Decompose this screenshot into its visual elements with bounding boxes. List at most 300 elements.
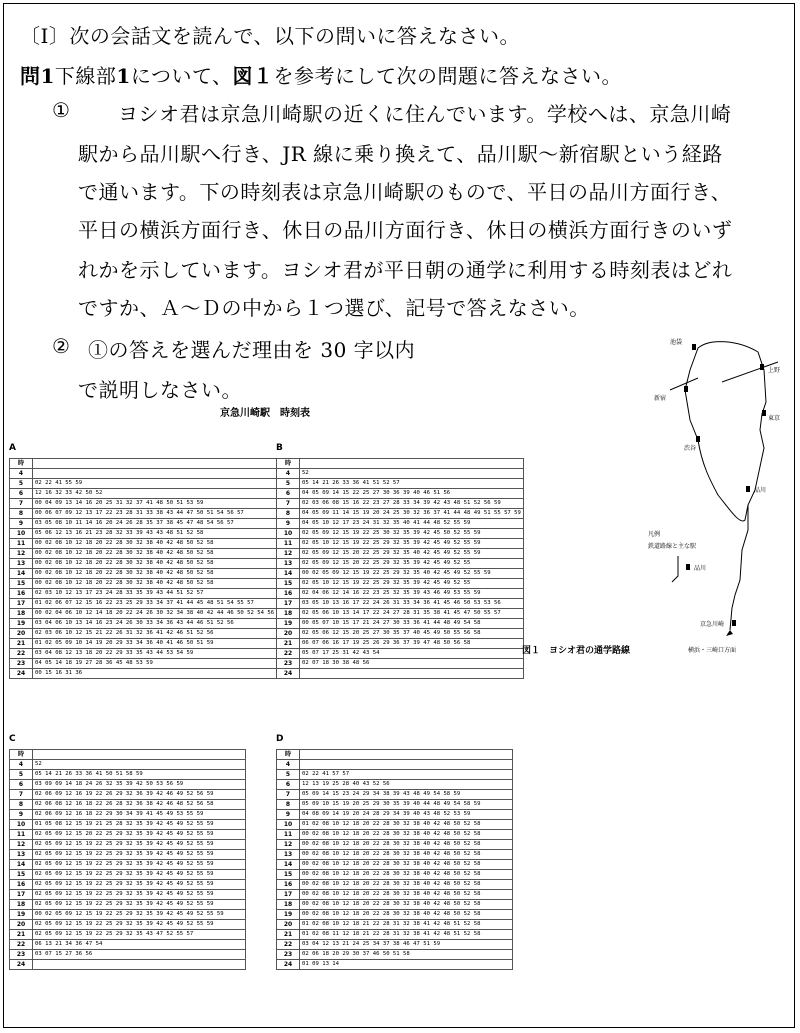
minutes-cell: 02 06 08 12 16 18 22 26 28 32 36 38 42 46 48 52 56 58 — [33, 800, 246, 810]
hour-cell: 20 — [277, 920, 300, 930]
minutes-cell: 02 07 18 30 38 48 56 — [300, 659, 524, 669]
table-row — [277, 519, 524, 529]
table-row — [10, 649, 277, 659]
minutes-cell: 02 05 09 12 15 20 22 25 29 32 35 39 42 45 49 52 55 59 — [33, 830, 246, 840]
table-row — [277, 669, 524, 679]
hour-cell: 17 — [277, 599, 300, 609]
hour-cell: 13 — [10, 850, 33, 860]
table-row — [10, 960, 246, 970]
hour-cell: 14 — [10, 860, 33, 870]
minutes-cell: 02 03 06 10 12 15 21 22 26 31 32 36 41 42 46 51 52 56 — [33, 629, 277, 639]
minutes-cell: 02 05 09 12 15 20 22 25 29 32 35 39 42 45 49 52 55 — [300, 559, 524, 569]
timetable-b — [276, 458, 524, 679]
hour-cell: 12 — [10, 549, 33, 559]
minutes-cell: 00 02 08 10 12 18 20 22 28 30 32 38 40 42 48 50 52 58 — [300, 850, 513, 860]
minutes-cell: 04 05 10 12 17 23 24 31 32 35 40 41 44 48 52 55 59 — [300, 519, 524, 529]
hour-cell: 22 — [10, 940, 33, 950]
table-row — [10, 910, 246, 920]
question-text-1: 下線部 — [54, 64, 117, 88]
table-row — [10, 830, 246, 840]
hour-cell: 6 — [10, 780, 33, 790]
minutes-cell: 00 02 08 10 12 18 20 22 28 30 32 38 40 42 48 50 52 58 — [300, 870, 513, 880]
subquestion-1-mark: ① — [52, 98, 71, 122]
table-row — [277, 469, 524, 479]
station-mark — [692, 344, 696, 350]
hour-cell: 20 — [10, 629, 33, 639]
legend-line — [672, 556, 678, 582]
hour-cell: 14 — [10, 569, 33, 579]
minutes-cell: 01 02 08 11 12 18 21 22 28 31 32 38 41 42 48 51 52 58 — [300, 930, 513, 940]
table-row — [10, 930, 246, 940]
question-1 — [20, 60, 622, 89]
minutes-cell: 00 02 08 10 12 18 20 22 28 30 32 38 40 42 48 50 52 58 — [33, 579, 277, 589]
table-row — [277, 810, 513, 820]
hour-cell: 6 — [277, 780, 300, 790]
minutes-cell: 05 09 10 15 19 20 25 29 30 35 39 40 44 48 49 54 58 59 — [300, 800, 513, 810]
table-header-row — [277, 459, 524, 469]
minutes-cell: 00 02 08 10 12 18 20 22 28 30 32 38 40 42 48 50 52 58 — [300, 900, 513, 910]
hour-cell: 9 — [277, 810, 300, 820]
minutes-cell: 02 22 41 57 57 — [300, 770, 513, 780]
hour-cell: 16 — [10, 880, 33, 890]
table-row — [277, 840, 513, 850]
table-row — [277, 820, 513, 830]
minutes-cell: 06 07 06 16 17 19 25 26 29 36 37 39 47 48 50 56 58 — [300, 639, 524, 649]
hour-cell: 17 — [277, 890, 300, 900]
hour-cell: 20 — [277, 629, 300, 639]
hour-cell: 10 — [10, 529, 33, 539]
table-row — [277, 850, 513, 860]
hour-cell: 6 — [10, 489, 33, 499]
hour-cell: 13 — [277, 559, 300, 569]
table-row — [277, 910, 513, 920]
table-row — [277, 920, 513, 930]
station-mark — [696, 436, 700, 442]
hour-cell: 22 — [10, 649, 33, 659]
table-label-a: A — [9, 443, 16, 453]
minutes-cell: 02 05 09 12 15 20 22 25 29 32 35 40 42 45 49 52 55 59 — [300, 549, 524, 559]
hour-cell: 5 — [277, 770, 300, 780]
table-row — [10, 850, 246, 860]
table-row — [277, 559, 524, 569]
minutes-cell: 00 02 08 10 12 18 20 22 28 30 32 38 40 42 48 50 52 58 — [300, 890, 513, 900]
station-label-shibuya: 渋谷 — [684, 445, 697, 452]
question-label: 問1 — [20, 64, 55, 88]
subquestion-2-mark: ② — [52, 334, 71, 358]
hour-header: 時 — [277, 459, 300, 469]
table-row — [277, 900, 513, 910]
timetable-d — [276, 749, 513, 970]
hour-cell: 20 — [10, 920, 33, 930]
hour-cell: 9 — [10, 519, 33, 529]
minutes-cell: 02 05 10 12 15 19 22 25 29 32 35 39 42 45 49 52 55 59 — [300, 539, 524, 549]
minutes-header — [33, 750, 246, 760]
hour-cell: 4 — [10, 469, 33, 479]
hour-cell: 23 — [277, 950, 300, 960]
table-row — [277, 659, 524, 669]
minutes-cell: 02 05 09 12 15 19 22 25 29 32 35 43 47 52 55 57 — [33, 930, 246, 940]
minutes-cell: 00 15 16 31 36 — [33, 669, 277, 679]
table-row — [10, 499, 277, 509]
hour-cell: 11 — [10, 539, 33, 549]
table-row — [10, 529, 277, 539]
hour-cell: 24 — [277, 669, 300, 679]
table-row — [10, 760, 246, 770]
hour-cell: 8 — [10, 509, 33, 519]
minutes-cell: 00 06 07 09 12 13 17 22 23 28 31 33 38 43 44 47 50 51 54 56 57 — [33, 509, 277, 519]
minutes-cell: 02 05 09 12 15 19 22 25 29 32 35 39 42 45 49 52 55 59 — [33, 900, 246, 910]
station-mark — [762, 410, 766, 416]
table-row — [10, 840, 246, 850]
minutes-cell: 02 22 41 55 59 — [33, 479, 277, 489]
hour-cell: 19 — [277, 619, 300, 629]
minutes-cell: 01 02 06 07 12 15 16 22 23 25 29 33 34 37 41 44 45 48 51 54 55 57 — [33, 599, 277, 609]
hour-cell: 8 — [10, 800, 33, 810]
table-row — [277, 790, 513, 800]
table-row — [10, 589, 277, 599]
section-heading: 〔Ⅰ〕次の会話文を読んで、以下の問いに答えなさい。 — [20, 24, 521, 48]
question-text-3: を参考にして次の問題に答えなさい。 — [273, 64, 623, 88]
minutes-cell: 52 — [300, 469, 524, 479]
hour-cell: 4 — [10, 760, 33, 770]
table-row — [10, 469, 277, 479]
hour-cell: 10 — [10, 820, 33, 830]
hour-cell: 18 — [277, 900, 300, 910]
hour-cell: 4 — [277, 469, 300, 479]
hour-cell: 11 — [10, 830, 33, 840]
hour-header: 時 — [10, 459, 33, 469]
minutes-cell: 52 — [33, 760, 246, 770]
minutes-cell — [300, 760, 513, 770]
subquestion-1-line: れかを示しています。ヨシオ君が平日朝の通学に利用する時刻表はどれ — [78, 258, 733, 282]
hour-cell: 18 — [277, 609, 300, 619]
subquestion-1-line: 平日の横浜方面行き、休日の品川方面行き、休日の横浜方面行きのいず — [78, 218, 733, 242]
table-row — [10, 489, 277, 499]
table-row — [277, 489, 524, 499]
table-row — [10, 509, 277, 519]
hour-cell: 7 — [10, 499, 33, 509]
hour-cell: 14 — [277, 860, 300, 870]
table-header-row — [10, 750, 246, 760]
hour-cell: 10 — [277, 820, 300, 830]
table-row — [277, 860, 513, 870]
minutes-cell: 00 02 08 10 12 18 20 22 28 30 32 38 40 42 48 50 52 58 — [33, 549, 277, 559]
hour-cell: 18 — [10, 609, 33, 619]
table-row — [10, 870, 246, 880]
table-row — [10, 790, 246, 800]
hour-cell: 21 — [10, 930, 33, 940]
question-number: 1 — [116, 64, 131, 88]
minutes-cell: 02 05 09 12 15 19 22 25 29 32 35 39 42 45 49 52 55 59 — [33, 890, 246, 900]
table-label-d: D — [276, 734, 284, 744]
hour-cell: 23 — [10, 950, 33, 960]
table-row — [277, 479, 524, 489]
minutes-cell: 05 09 14 15 23 24 29 34 38 39 43 48 49 54 58 59 — [300, 790, 513, 800]
minutes-header — [300, 750, 513, 760]
table-row — [277, 589, 524, 599]
minutes-cell: 05 06 12 13 16 21 23 28 32 33 39 43 43 48 51 52 58 — [33, 529, 277, 539]
minutes-cell: 00 02 05 09 12 15 19 22 25 29 32 35 40 42 45 49 52 55 59 — [300, 569, 524, 579]
table-row — [277, 539, 524, 549]
table-row — [10, 519, 277, 529]
minutes-cell: 02 05 09 12 15 19 22 25 30 32 35 39 42 45 50 52 55 59 — [300, 529, 524, 539]
hour-cell: 19 — [10, 910, 33, 920]
minutes-cell — [33, 960, 246, 970]
minutes-cell: 00 04 09 13 14 16 20 25 31 32 37 41 48 50 51 53 59 — [33, 499, 277, 509]
hour-cell: 5 — [277, 479, 300, 489]
table-row — [277, 619, 524, 629]
minutes-cell: 04 08 09 14 19 20 24 28 29 34 39 40 43 48 52 53 59 — [300, 810, 513, 820]
hour-cell: 16 — [277, 880, 300, 890]
station-label-shinagawa: 品川 — [754, 487, 767, 494]
table-row — [277, 950, 513, 960]
hour-cell: 21 — [10, 639, 33, 649]
table-row — [10, 579, 277, 589]
minutes-cell: 04 05 09 14 15 22 25 27 30 36 39 40 46 51 56 — [300, 489, 524, 499]
hour-cell: 14 — [277, 569, 300, 579]
timetable-c — [9, 749, 246, 970]
hour-cell: 13 — [277, 850, 300, 860]
minutes-cell: 06 13 21 34 36 47 54 — [33, 940, 246, 950]
timetable-title: 京急川崎駅 時刻表 — [220, 408, 310, 419]
minutes-cell: 02 03 10 12 13 17 23 24 28 33 35 39 43 44 51 52 57 — [33, 589, 277, 599]
hour-cell: 7 — [10, 790, 33, 800]
subquestion-1-line: で通います。下の時刻表は京急川崎駅のもので、平日の品川方面行き、 — [78, 180, 732, 204]
table-row — [277, 770, 513, 780]
minutes-cell: 02 06 09 12 16 18 22 29 30 34 39 41 45 49 53 55 59 — [33, 810, 246, 820]
hour-cell: 23 — [277, 659, 300, 669]
table-row — [277, 549, 524, 559]
hour-cell: 6 — [277, 489, 300, 499]
minutes-cell: 00 02 08 10 12 18 20 22 28 30 32 38 40 42 48 50 52 58 — [300, 860, 513, 870]
hour-cell: 5 — [10, 770, 33, 780]
hour-cell: 15 — [277, 579, 300, 589]
hour-cell: 15 — [277, 870, 300, 880]
hour-cell: 24 — [10, 960, 33, 970]
timetable-a — [9, 458, 277, 679]
minutes-cell: 04 05 09 11 14 15 19 20 24 25 30 32 36 37 41 44 48 49 51 55 57 59 — [300, 509, 524, 519]
table-row — [10, 950, 246, 960]
table-row — [277, 529, 524, 539]
station-mark — [732, 620, 736, 626]
minutes-cell: 02 06 18 20 29 30 37 46 50 51 58 — [300, 950, 513, 960]
station-mark — [760, 364, 764, 370]
table-label-c: C — [9, 734, 16, 744]
minutes-cell: 02 06 09 12 16 19 22 26 29 32 36 39 42 46 49 52 56 59 — [33, 790, 246, 800]
minutes-cell: 12 13 19 25 28 40 43 52 56 — [300, 780, 513, 790]
station-label-shinjuku: 新宿 — [654, 395, 667, 402]
hour-cell: 21 — [277, 930, 300, 940]
minutes-header — [33, 459, 277, 469]
hour-cell: 24 — [10, 669, 33, 679]
table-row — [10, 549, 277, 559]
minutes-cell: 01 02 08 10 12 18 20 22 28 30 32 38 40 42 48 50 52 58 — [300, 820, 513, 830]
minutes-cell: 02 05 09 12 15 19 22 25 29 32 35 39 42 45 49 52 55 59 — [33, 840, 246, 850]
hour-cell: 8 — [277, 800, 300, 810]
hour-cell: 7 — [277, 499, 300, 509]
minutes-header — [300, 459, 524, 469]
minutes-cell: 02 05 09 12 15 19 22 25 29 32 35 39 42 45 49 52 55 59 — [33, 860, 246, 870]
hour-cell: 12 — [277, 549, 300, 559]
minutes-cell: 00 02 04 06 10 12 14 18 20 22 24 26 30 32 34 38 40 42 44 46 50 52 54 56 — [33, 609, 277, 619]
figure-ref: 図１ — [232, 64, 274, 88]
table-row — [277, 780, 513, 790]
table-row — [10, 770, 246, 780]
hour-cell: 11 — [277, 830, 300, 840]
table-row — [10, 800, 246, 810]
table-row — [10, 920, 246, 930]
hour-cell: 19 — [10, 619, 33, 629]
table-row — [10, 810, 246, 820]
hour-cell: 16 — [277, 589, 300, 599]
table-row — [10, 860, 246, 870]
legend-title: 凡例 — [648, 531, 661, 538]
legend-text: 鉄道路線と主な駅 — [648, 543, 697, 550]
hour-cell: 8 — [277, 509, 300, 519]
minutes-cell: 01 05 08 12 15 19 21 25 28 32 35 39 42 45 49 52 55 59 — [33, 820, 246, 830]
table-row — [277, 830, 513, 840]
table-row — [277, 599, 524, 609]
table-row — [10, 639, 277, 649]
minutes-cell: 04 05 14 18 19 27 28 36 45 48 53 59 — [33, 659, 277, 669]
table-row — [10, 559, 277, 569]
minutes-cell: 00 02 08 10 12 18 20 22 28 30 32 38 40 42 48 50 52 58 — [300, 830, 513, 840]
hour-cell: 12 — [10, 840, 33, 850]
hour-cell: 10 — [277, 529, 300, 539]
table-row — [277, 760, 513, 770]
station-label-tokyo: 東京 — [768, 415, 781, 422]
table-row — [277, 940, 513, 950]
route-map — [640, 330, 790, 660]
minutes-cell: 00 02 08 10 12 18 20 22 28 30 32 38 40 42 48 50 52 58 — [33, 559, 277, 569]
hour-header: 時 — [10, 750, 33, 760]
table-row — [277, 870, 513, 880]
hour-cell: 5 — [10, 479, 33, 489]
minutes-cell: 02 04 06 12 14 16 22 23 25 32 35 39 43 46 49 53 55 59 — [300, 589, 524, 599]
table-row — [10, 479, 277, 489]
hour-cell: 7 — [277, 790, 300, 800]
minutes-cell — [33, 469, 277, 479]
hour-cell: 17 — [10, 599, 33, 609]
table-row — [10, 539, 277, 549]
station-mark — [684, 386, 688, 392]
table-row — [10, 820, 246, 830]
table-row — [277, 880, 513, 890]
table-header-row — [10, 459, 277, 469]
hour-cell: 22 — [277, 649, 300, 659]
minutes-cell: 03 04 06 10 13 14 16 23 24 26 30 33 34 36 43 44 46 51 52 56 — [33, 619, 277, 629]
hour-cell: 9 — [10, 810, 33, 820]
station-label-yokohama: 横浜・三崎口方面 — [688, 647, 737, 654]
hour-header: 時 — [277, 750, 300, 760]
table-row — [10, 629, 277, 639]
hour-cell: 24 — [277, 960, 300, 970]
table-row — [10, 890, 246, 900]
table-row — [10, 900, 246, 910]
hour-cell: 18 — [10, 900, 33, 910]
table-row — [277, 800, 513, 810]
subquestion-2-line: で説明しなさい。 — [78, 378, 242, 402]
hour-cell: 9 — [277, 519, 300, 529]
minutes-cell: 03 09 09 14 18 24 26 32 35 39 42 50 53 56 59 — [33, 780, 246, 790]
hour-cell: 22 — [277, 940, 300, 950]
station-label-ueno: 上野 — [768, 367, 781, 374]
minutes-cell: 05 07 17 25 31 42 43 54 — [300, 649, 524, 659]
table-row — [277, 639, 524, 649]
table-row — [277, 890, 513, 900]
hour-cell: 4 — [277, 760, 300, 770]
hour-cell: 17 — [10, 890, 33, 900]
minutes-cell: 00 02 08 10 12 18 20 22 28 30 32 38 40 42 48 50 52 58 — [300, 840, 513, 850]
minutes-cell: 03 04 08 12 13 18 20 22 29 33 35 43 44 53 54 59 — [33, 649, 277, 659]
minutes-cell: 01 09 13 14 — [300, 960, 513, 970]
hour-cell: 13 — [10, 559, 33, 569]
minutes-cell: 01 02 05 09 10 14 19 20 29 33 34 36 40 41 46 50 51 59 — [33, 639, 277, 649]
table-row — [277, 930, 513, 940]
minutes-cell: 02 05 09 12 15 19 22 25 29 32 35 39 42 45 49 52 55 59 — [33, 880, 246, 890]
minutes-cell: 03 04 12 13 21 24 25 34 37 38 46 47 51 59 — [300, 940, 513, 950]
table-row — [277, 579, 524, 589]
table-row — [10, 609, 277, 619]
table-row — [277, 509, 524, 519]
table-row — [10, 880, 246, 890]
legend-station-label: 品川 — [694, 565, 707, 572]
station-label-kawasaki: 京急川崎 — [700, 621, 725, 628]
minutes-cell: 02 05 09 12 15 19 22 25 29 32 35 39 42 45 49 52 55 59 — [33, 850, 246, 860]
table-label-b: B — [276, 443, 283, 453]
minutes-cell: 02 05 09 12 15 19 22 25 29 32 35 39 42 45 49 52 55 59 — [33, 920, 246, 930]
direction-arrow-icon — [726, 630, 733, 636]
hour-cell: 21 — [277, 639, 300, 649]
hour-cell: 23 — [10, 659, 33, 669]
table-row — [277, 609, 524, 619]
subquestion-2-line: ①の答えを選んだ理由を 30 字以内 — [88, 338, 416, 362]
hour-cell: 12 — [277, 840, 300, 850]
minutes-cell: 02 05 10 12 15 19 22 25 29 32 35 39 42 45 49 52 55 — [300, 579, 524, 589]
minutes-cell: 00 02 08 10 12 18 20 22 28 30 32 38 40 42 48 50 52 58 — [300, 880, 513, 890]
minutes-cell: 00 02 08 10 12 18 20 22 28 30 32 38 40 42 48 50 52 58 — [33, 539, 277, 549]
minutes-cell: 01 02 08 10 12 18 21 22 28 31 32 38 41 42 48 51 52 58 — [300, 920, 513, 930]
hour-cell: 15 — [10, 579, 33, 589]
minutes-cell: 02 05 06 12 15 20 25 27 30 35 37 40 45 49 50 55 56 58 — [300, 629, 524, 639]
minutes-cell: 03 07 15 27 36 56 — [33, 950, 246, 960]
table-row — [277, 569, 524, 579]
minutes-cell: 02 05 09 12 15 19 22 25 29 32 35 39 42 45 49 52 55 59 — [33, 870, 246, 880]
table-row — [10, 599, 277, 609]
table-row — [277, 960, 513, 970]
table-row — [10, 569, 277, 579]
table-row — [277, 499, 524, 509]
minutes-cell: 00 02 08 10 12 18 20 22 28 30 32 38 40 42 48 50 52 58 — [33, 569, 277, 579]
minutes-cell: 03 05 10 13 16 17 22 24 26 31 33 34 36 41 45 46 50 53 53 56 — [300, 599, 524, 609]
hour-cell: 16 — [10, 589, 33, 599]
minutes-cell: 00 02 08 10 12 18 20 22 28 30 32 38 40 42 48 50 52 58 — [300, 910, 513, 920]
minutes-cell: 12 16 32 33 42 50 52 — [33, 489, 277, 499]
question-text-2: について、 — [130, 64, 233, 88]
table-row — [10, 940, 246, 950]
minutes-cell: 02 03 06 08 15 16 22 23 27 28 33 34 39 42 43 48 51 52 56 59 — [300, 499, 524, 509]
table-row — [277, 629, 524, 639]
hour-cell: 11 — [277, 539, 300, 549]
table-row — [10, 780, 246, 790]
minutes-cell: 03 05 08 10 11 14 16 20 24 26 28 35 37 38 45 47 48 54 56 57 — [33, 519, 277, 529]
minutes-cell: 05 14 21 26 33 36 41 51 52 57 — [300, 479, 524, 489]
table-row — [10, 669, 277, 679]
table-row — [10, 619, 277, 629]
minutes-cell: 00 05 07 10 15 17 21 24 27 30 33 36 41 44 48 49 54 58 — [300, 619, 524, 629]
minutes-cell: 00 02 05 09 12 15 19 22 25 29 32 35 39 42 45 49 52 55 59 — [33, 910, 246, 920]
legend-station-mark — [686, 564, 690, 570]
